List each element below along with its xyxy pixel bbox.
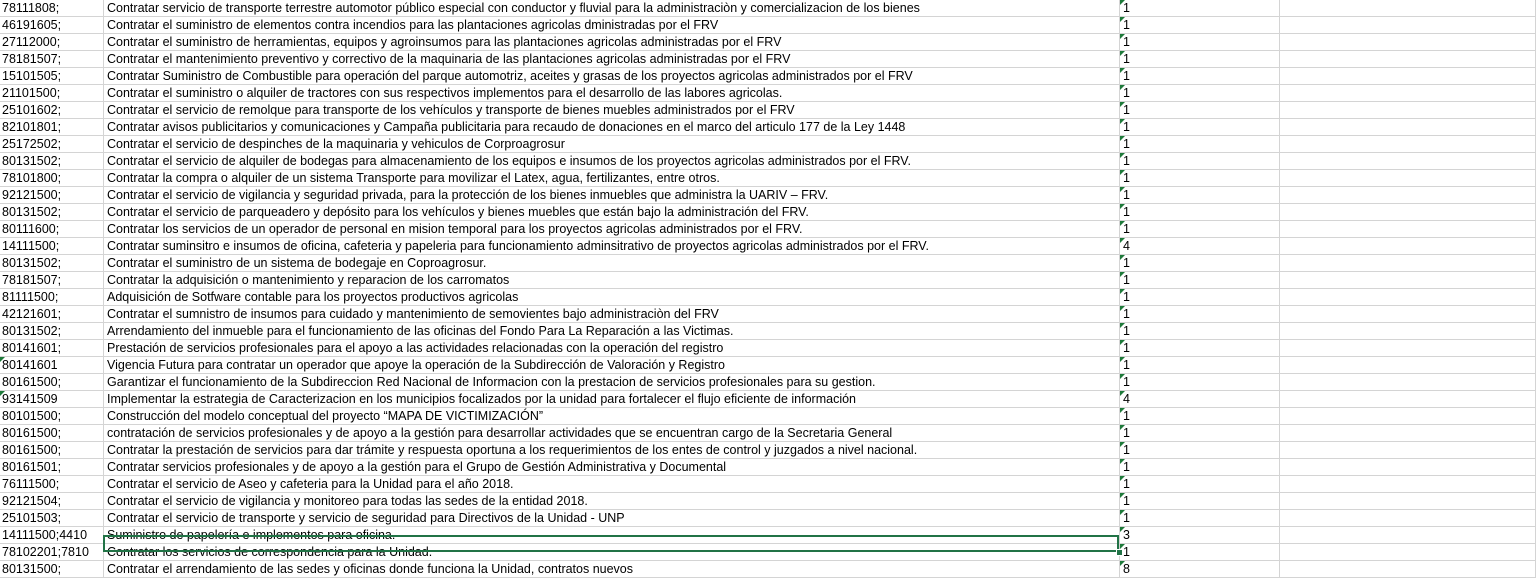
quantity-cell[interactable]: 1 [1120, 34, 1280, 51]
number-as-text-indicator-icon [1120, 459, 1125, 464]
quantity-cell[interactable]: 1 [1120, 204, 1280, 221]
code-cell[interactable]: 78101800; [0, 170, 104, 187]
empty-cell[interactable] [1280, 255, 1536, 272]
empty-cell[interactable] [1280, 102, 1536, 119]
number-as-text-indicator-icon [1120, 170, 1125, 175]
description-cell[interactable]: Contratar la prestación de servicios para dar trámite y respuesta oportuna a los requerimientos de los entes de control y juzgados a nivel nacional. [104, 442, 1120, 459]
number-as-text-indicator-icon [1120, 374, 1125, 379]
code-cell[interactable]: 76111500; [0, 476, 104, 493]
quantity-cell[interactable]: 1 [1120, 221, 1280, 238]
number-as-text-indicator-icon [1120, 204, 1125, 209]
description-cell[interactable]: Contratar servicios profesionales y de apoyo a la gestión para el Grupo de Gestión Administrativa y Documental [104, 459, 1120, 476]
empty-cell[interactable] [1280, 323, 1536, 340]
empty-cell[interactable] [1280, 391, 1536, 408]
description-cell[interactable]: Vigencia Futura para contratar un operador que apoye la operación de la Subdirección de Valoración y Registro [104, 357, 1120, 374]
number-as-text-indicator-icon [1120, 340, 1125, 345]
description-cell[interactable]: Contratar avisos publicitarios y comunicaciones y Campaña publicitaria para recaudo de donaciones en el marco del articulo 177 de la Ley 1448 [104, 119, 1120, 136]
table-row [0, 544, 1536, 561]
description-cell[interactable]: Prestación de servicios profesionales para el apoyo a las actividades relacionadas con la operación del registro [104, 340, 1120, 357]
description-cell[interactable]: Contratar el suministro de herramientas, equipos y agroinsumos para las plantaciones agricolas administradas por el FRV [104, 34, 1120, 51]
table-row [0, 408, 1536, 425]
quantity-cell[interactable]: 1 [1120, 289, 1280, 306]
error-indicator-icon [0, 391, 5, 396]
quantity-cell[interactable]: 1 [1120, 306, 1280, 323]
number-as-text-indicator-icon [1120, 289, 1125, 294]
number-as-text-indicator-icon [1120, 153, 1125, 158]
code-cell[interactable]: 92121504; [0, 493, 104, 510]
code-cell[interactable]: 80141601; [0, 340, 104, 357]
description-cell[interactable]: Contratar Suministro de Combustible para operación del parque automotriz, aceites y grasas de los proyectos agricolas administrados por el FRV [104, 68, 1120, 85]
code-cell[interactable]: 78111808; [0, 0, 104, 17]
code-cell[interactable]: 80131500; [0, 561, 104, 578]
table-row [0, 102, 1536, 119]
quantity-cell[interactable]: 1 [1120, 442, 1280, 459]
number-as-text-indicator-icon [1120, 34, 1125, 39]
code-cell[interactable]: 80161500; [0, 425, 104, 442]
code-cell[interactable]: 46191605; [0, 17, 104, 34]
table-row [0, 68, 1536, 85]
description-cell[interactable]: Implementar la estrategia de Caracterizacion en los municipios focalizados por la unidad para fortalecer el flujo eficiente de información [104, 391, 1120, 408]
empty-cell[interactable] [1280, 306, 1536, 323]
empty-cell[interactable] [1280, 493, 1536, 510]
empty-cell[interactable] [1280, 34, 1536, 51]
number-as-text-indicator-icon [1120, 510, 1125, 515]
code-cell[interactable]: 14111500;4410 [0, 527, 104, 544]
quantity-cell[interactable]: 1 [1120, 136, 1280, 153]
table-row [0, 170, 1536, 187]
empty-cell[interactable] [1280, 544, 1536, 561]
description-cell[interactable]: Arrendamiento del inmueble para el funcionamiento de las oficinas del Fondo Para La Reparación a las Victimas. [104, 323, 1120, 340]
description-cell[interactable]: Contratar el mantenimiento preventivo y correctivo de la maquinaria de las plantaciones agricolas administradas por el FRV [104, 51, 1120, 68]
code-cell[interactable]: 78181507; [0, 272, 104, 289]
number-as-text-indicator-icon [1120, 408, 1125, 413]
quantity-cell[interactable]: 1 [1120, 459, 1280, 476]
code-cell[interactable]: 80131502; [0, 204, 104, 221]
table-row [0, 340, 1536, 357]
table-row [0, 561, 1536, 578]
quantity-cell[interactable]: 1 [1120, 102, 1280, 119]
description-cell[interactable]: Adquisición de Sotfware contable para los proyectos productivos agricolas [104, 289, 1120, 306]
error-indicator-icon [0, 357, 5, 362]
table-row [0, 85, 1536, 102]
number-as-text-indicator-icon [1120, 102, 1125, 107]
description-cell[interactable]: Contratar el servicio de parqueadero y depósito para los vehículos y bienes muebles que están bajo la administración del FRV. [104, 204, 1120, 221]
table-row [0, 119, 1536, 136]
quantity-cell[interactable]: 1 [1120, 408, 1280, 425]
code-cell[interactable]: 25101503; [0, 510, 104, 527]
quantity-cell[interactable]: 1 [1120, 17, 1280, 34]
empty-cell[interactable] [1280, 527, 1536, 544]
code-cell[interactable]: 21101500; [0, 85, 104, 102]
quantity-cell[interactable]: 1 [1120, 272, 1280, 289]
description-cell[interactable]: Contratar el sumnistro de insumos para cuidado y mantenimiento de semovientes bajo administraciòn del FRV [104, 306, 1120, 323]
table-row [0, 34, 1536, 51]
quantity-cell[interactable]: 1 [1120, 255, 1280, 272]
table-row [0, 238, 1536, 255]
description-cell[interactable]: Contratar el suministro o alquiler de tractores con sus respectivos implementos para el desarrollo de las labores agricolas. [104, 85, 1120, 102]
quantity-cell[interactable]: 1 [1120, 476, 1280, 493]
number-as-text-indicator-icon [1120, 119, 1125, 124]
empty-cell[interactable] [1280, 289, 1536, 306]
description-cell[interactable]: Garantizar el funcionamiento de la Subdireccion Red Nacional de Informacion con la prestacion de servicios profesionales para su gestion. [104, 374, 1120, 391]
empty-cell[interactable] [1280, 425, 1536, 442]
quantity-cell[interactable]: 1 [1120, 425, 1280, 442]
number-as-text-indicator-icon [1120, 425, 1125, 430]
description-cell[interactable]: Contratar el suministro de un sistema de bodegaje en Coproagrosur. [104, 255, 1120, 272]
table-row [0, 425, 1536, 442]
number-as-text-indicator-icon [1120, 51, 1125, 56]
empty-cell[interactable] [1280, 510, 1536, 527]
number-as-text-indicator-icon [1120, 272, 1125, 277]
table-row [0, 323, 1536, 340]
description-cell[interactable]: Contratar los servicios de un operador de personal en mision temporal para los proyectos agricolas administrados por el FRV. [104, 221, 1120, 238]
quantity-cell[interactable]: 1 [1120, 357, 1280, 374]
quantity-cell[interactable]: 1 [1120, 153, 1280, 170]
description-cell[interactable]: Suministro de papelería e implementos para oficina. [104, 527, 1120, 544]
number-as-text-indicator-icon [1120, 0, 1125, 5]
code-cell[interactable]: 80131502; [0, 255, 104, 272]
number-as-text-indicator-icon [1120, 17, 1125, 22]
empty-cell[interactable] [1280, 51, 1536, 68]
table-row [0, 357, 1536, 374]
number-as-text-indicator-icon [1120, 442, 1125, 447]
number-as-text-indicator-icon [1120, 476, 1125, 481]
number-as-text-indicator-icon [1120, 187, 1125, 192]
code-cell[interactable]: 81111500; [0, 289, 104, 306]
quantity-cell[interactable]: 3 [1120, 527, 1280, 544]
code-cell[interactable]: 80111600; [0, 221, 104, 238]
description-cell[interactable]: Contratar el servicio de vigilancia y monitoreo para todas las sedes de la entidad 2018. [104, 493, 1120, 510]
description-cell[interactable]: Contratar los servicios de correspondencia para la Unidad. [104, 544, 1120, 561]
code-cell[interactable]: 92121500; [0, 187, 104, 204]
empty-cell[interactable] [1280, 221, 1536, 238]
empty-cell[interactable] [1280, 340, 1536, 357]
description-cell[interactable]: Contratar el suministro de elementos contra incendios para las plantaciones agricolas dministradas por el FRV [104, 17, 1120, 34]
number-as-text-indicator-icon [1120, 493, 1125, 498]
quantity-cell[interactable]: 1 [1120, 0, 1280, 17]
empty-cell[interactable] [1280, 476, 1536, 493]
description-cell[interactable]: Contratar suminsitro e insumos de oficina, cafeteria y papeleria para funcionamiento adminsitrativo de proyectos agricolas administrados por el FRV. [104, 238, 1120, 255]
empty-cell[interactable] [1280, 17, 1536, 34]
code-cell[interactable]: 80161500; [0, 374, 104, 391]
code-cell[interactable]: 42121601; [0, 306, 104, 323]
quantity-cell[interactable]: 8 [1120, 561, 1280, 578]
number-as-text-indicator-icon [1120, 85, 1125, 90]
table-row [0, 510, 1536, 527]
description-cell[interactable]: Construcción del modelo conceptual del proyecto “MAPA DE VICTIMIZACIÓN” [104, 408, 1120, 425]
number-as-text-indicator-icon [1120, 136, 1125, 141]
code-cell[interactable]: 80131502; [0, 323, 104, 340]
code-cell[interactable]: 14111500; [0, 238, 104, 255]
description-cell[interactable]: Contratar el servicio de remolque para transporte de los vehículos y transporte de bienes muebles administrados por el FRV [104, 102, 1120, 119]
table-row [0, 493, 1536, 510]
number-as-text-indicator-icon [1120, 221, 1125, 226]
number-as-text-indicator-icon [1120, 238, 1125, 243]
table-row [0, 391, 1536, 408]
empty-cell[interactable] [1280, 153, 1536, 170]
table-row [0, 136, 1536, 153]
empty-cell[interactable] [1280, 136, 1536, 153]
quantity-cell[interactable]: 1 [1120, 170, 1280, 187]
table-row [0, 476, 1536, 493]
table-row [0, 0, 1536, 17]
table-row [0, 374, 1536, 391]
number-as-text-indicator-icon [1120, 561, 1125, 566]
table-row [0, 153, 1536, 170]
code-cell[interactable]: 27112000; [0, 34, 104, 51]
quantity-cell[interactable]: 1 [1120, 340, 1280, 357]
empty-cell[interactable] [1280, 357, 1536, 374]
empty-cell[interactable] [1280, 374, 1536, 391]
table-row [0, 306, 1536, 323]
empty-cell[interactable] [1280, 459, 1536, 476]
code-cell[interactable]: 78181507; [0, 51, 104, 68]
empty-cell[interactable] [1280, 119, 1536, 136]
table-row [0, 51, 1536, 68]
number-as-text-indicator-icon [1120, 255, 1125, 260]
description-cell[interactable]: Contratar el arrendamiento de las sedes y oficinas donde funciona la Unidad, contratos nuevos [104, 561, 1120, 578]
description-cell[interactable]: Contratar el servicio de Aseo y cafeteria para la Unidad para el año 2018. [104, 476, 1120, 493]
number-as-text-indicator-icon [1120, 391, 1125, 396]
empty-cell[interactable] [1280, 0, 1536, 17]
table-row [0, 17, 1536, 34]
table-row [0, 527, 1536, 544]
code-cell[interactable]: 80161501; [0, 459, 104, 476]
quantity-cell[interactable]: 4 [1120, 238, 1280, 255]
empty-cell[interactable] [1280, 170, 1536, 187]
number-as-text-indicator-icon [1120, 68, 1125, 73]
code-cell[interactable]: 15101505; [0, 68, 104, 85]
number-as-text-indicator-icon [1120, 357, 1125, 362]
table-row [0, 289, 1536, 306]
empty-cell[interactable] [1280, 272, 1536, 289]
quantity-cell[interactable]: 1 [1120, 85, 1280, 102]
quantity-cell[interactable]: 1 [1120, 493, 1280, 510]
table-row [0, 459, 1536, 476]
quantity-cell[interactable]: 1 [1120, 510, 1280, 527]
description-cell[interactable]: Contratar el servicio de vigilancia y seguridad privada, para la protección de los bienes inmuebles que administra la UARIV – FRV. [104, 187, 1120, 204]
quantity-cell[interactable]: 1 [1120, 323, 1280, 340]
description-cell[interactable]: Contratar el servicio de transporte y servicio de seguridad para Directivos de la Unidad - UNP [104, 510, 1120, 527]
table-row [0, 442, 1536, 459]
description-cell[interactable]: Contratar el servicio de despinches de la maquinaria y vehiculos de Corproagrosur [104, 136, 1120, 153]
empty-cell[interactable] [1280, 442, 1536, 459]
quantity-cell[interactable]: 4 [1120, 391, 1280, 408]
table-row [0, 204, 1536, 221]
code-cell[interactable]: 25172502; [0, 136, 104, 153]
code-cell[interactable]: 80161500; [0, 442, 104, 459]
number-as-text-indicator-icon [1120, 527, 1125, 532]
quantity-cell[interactable]: 1 [1120, 544, 1280, 561]
code-cell[interactable]: 78102201;7810 [0, 544, 104, 561]
description-cell[interactable]: Contratar servicio de transporte terrestre automotor público especial con conductor y fluvial para la administraciòn y comercializacion de los bienes [104, 0, 1120, 17]
code-cell[interactable]: 93141509 [0, 391, 104, 408]
empty-cell[interactable] [1280, 187, 1536, 204]
description-cell[interactable]: Contratar la compra o alquiler de un sistema Transporte para movilizar el Latex, agua, fertilizantes, entre otros. [104, 170, 1120, 187]
empty-cell[interactable] [1280, 408, 1536, 425]
code-cell[interactable]: 80131502; [0, 153, 104, 170]
empty-cell[interactable] [1280, 204, 1536, 221]
quantity-cell[interactable]: 1 [1120, 68, 1280, 85]
code-cell[interactable]: 25101602; [0, 102, 104, 119]
table-row [0, 221, 1536, 238]
empty-cell[interactable] [1280, 238, 1536, 255]
empty-cell[interactable] [1280, 68, 1536, 85]
table-row [0, 187, 1536, 204]
code-cell[interactable]: 80101500; [0, 408, 104, 425]
table-row [0, 255, 1536, 272]
number-as-text-indicator-icon [1120, 306, 1125, 311]
description-cell[interactable]: contratación de servicios profesionales y de apoyo a la gestión para desarrollar actividades que se encuentran cargo de la Secretaria General [104, 425, 1120, 442]
quantity-cell[interactable]: 1 [1120, 51, 1280, 68]
empty-cell[interactable] [1280, 561, 1536, 578]
fill-handle[interactable] [1116, 549, 1123, 556]
number-as-text-indicator-icon [1120, 323, 1125, 328]
quantity-cell[interactable]: 1 [1120, 119, 1280, 136]
table-row [0, 272, 1536, 289]
empty-cell[interactable] [1280, 85, 1536, 102]
description-cell[interactable]: Contratar el servicio de alquiler de bodegas para almacenamiento de los equipos e insumos de los proyectos agricolas administrados por el FRV. [104, 153, 1120, 170]
quantity-cell[interactable]: 1 [1120, 374, 1280, 391]
description-cell[interactable]: Contratar la adquisición o mantenimiento y reparacion de los carromatos [104, 272, 1120, 289]
quantity-cell[interactable]: 1 [1120, 187, 1280, 204]
code-cell[interactable]: 82101801; [0, 119, 104, 136]
code-cell[interactable]: 80141601 [0, 357, 104, 374]
